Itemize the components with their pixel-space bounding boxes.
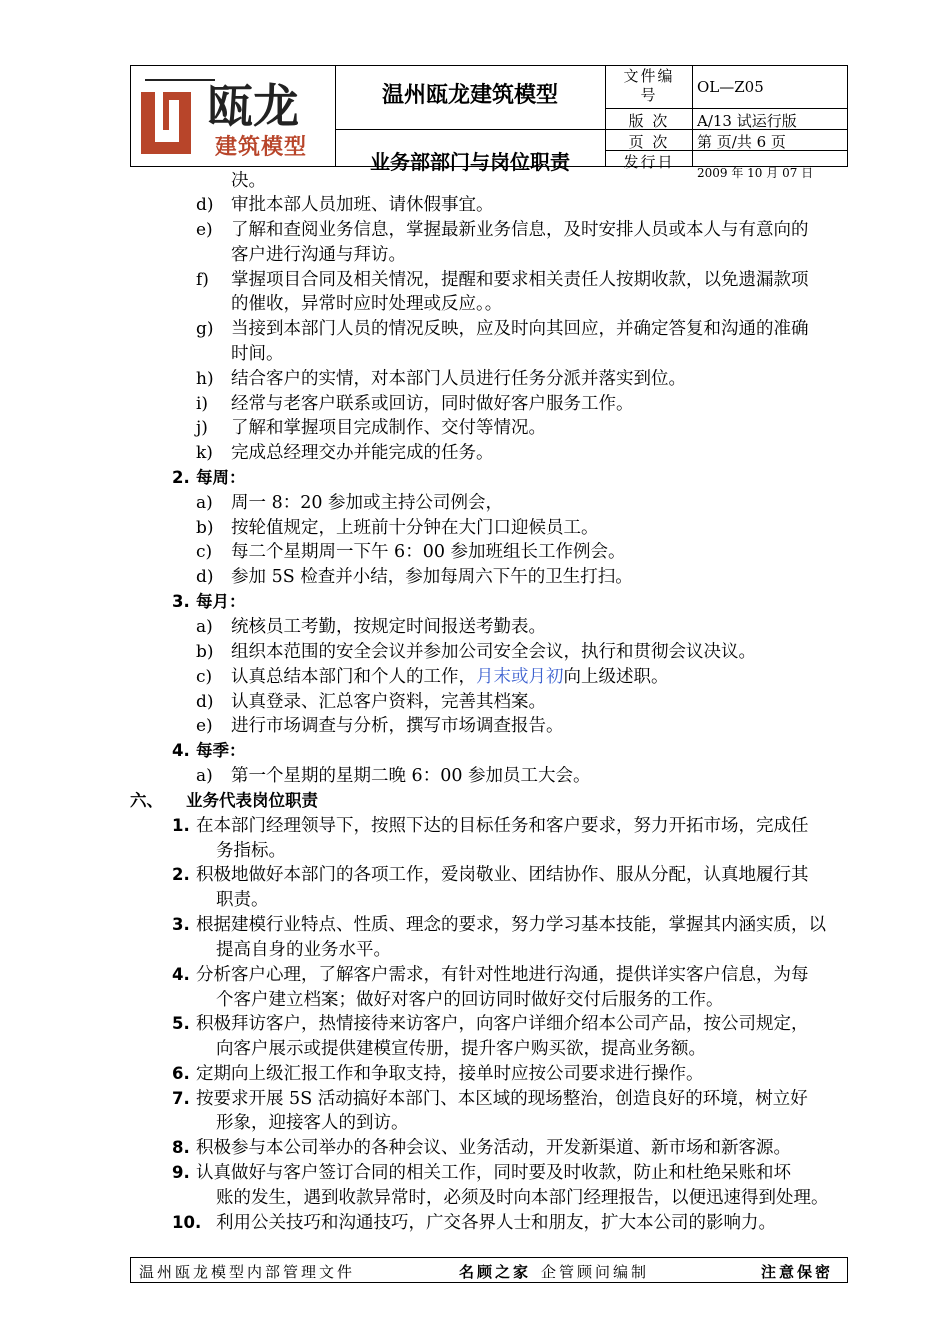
list-marker: e) xyxy=(196,220,213,240)
list-item-text: 客户进行沟通与拜访。 xyxy=(231,245,406,265)
list-item-text: 完成总经理交办并能完成的任务。 xyxy=(231,443,494,463)
section-number: 3. xyxy=(172,592,190,611)
item-number: 10. xyxy=(172,1213,202,1232)
list-item-text xyxy=(231,665,669,689)
header-divider xyxy=(335,129,605,130)
list-item-text: 提高自身的业务水平。 xyxy=(216,940,391,960)
header-divider xyxy=(692,66,693,166)
list-marker: a) xyxy=(196,493,213,513)
list-item-text: 时间。 xyxy=(231,344,284,364)
list-item-text: 务指标。 xyxy=(216,841,286,861)
list-marker: h) xyxy=(196,369,214,389)
list-item-text: 认真做好与客户签订合同的相关工作，同时要及时收款，防止和杜绝呆账和坏 xyxy=(196,1163,791,1183)
label-page: 页 次 xyxy=(628,133,670,151)
list-item-text: 了解和查阅业务信息，掌握最新业务信息，及时安排人员或本人与有意向的 xyxy=(231,220,809,240)
list-item-text: 认真登录、汇总客户资料，完善其档案。 xyxy=(231,692,546,712)
list-item-text: 了解和掌握项目完成制作、交付等情况。 xyxy=(231,418,546,438)
footer-brand: 名顾之家 xyxy=(459,1263,532,1281)
text-segment: 向上级述职。 xyxy=(563,667,669,687)
list-item-text: 积极拜访客户，热情接待来访客户，向客户详细介绍本公司产品，按公司规定， xyxy=(196,1014,809,1034)
list-item-text: 在本部门经理领导下，按照下达的目标任务和客户要求，努力开拓市场，完成任 xyxy=(196,816,809,836)
list-marker: j) xyxy=(196,418,208,438)
list-marker: b) xyxy=(196,518,214,538)
item-number: 4. xyxy=(172,965,190,984)
list-item-text: 定期向上级汇报工作和争取支持，接单时应按公司要求进行操作。 xyxy=(196,1064,704,1084)
list-item-text: 积极参与本公司举办的各种会议、业务活动，开发新渠道、新市场和新客源。 xyxy=(196,1138,791,1158)
section-heading-quarterly: 每季： xyxy=(196,741,246,760)
list-item-text: 参加 5S 检查并小结，参加每周六下午的卫生打扫。 xyxy=(231,567,633,587)
section-heading-monthly: 每月： xyxy=(196,592,246,611)
chapter-heading: 业务代表岗位职责 xyxy=(186,791,318,810)
list-marker: g) xyxy=(196,319,214,339)
list-marker: d) xyxy=(196,567,214,587)
text-segment: 认真总结本部门和个人的工作， xyxy=(231,667,476,687)
item-number: 3. xyxy=(172,915,190,934)
logo-sub-text: 建筑模型 xyxy=(215,135,308,160)
label-version: 版 次 xyxy=(628,112,670,130)
chapter-number: 六、 xyxy=(130,791,163,810)
logo-main-text: 瓯龙 xyxy=(207,79,299,133)
item-number: 1. xyxy=(172,816,190,835)
document-header xyxy=(130,65,848,180)
value-doc-number: OL—Z05 xyxy=(697,78,764,96)
value-version: A/13 试运行版 xyxy=(697,112,797,130)
item-c-tail: 决。 xyxy=(231,171,266,191)
list-item-text: 审批本部人员加班、请休假事宜。 xyxy=(231,195,494,215)
list-item-text: 掌握项目合同及相关情况，提醒和要求相关责任人按期收款，以免遗漏款项 xyxy=(231,270,809,290)
list-item-text: 第一个星期的星期二晚 6：00 参加员工大会。 xyxy=(231,766,591,786)
list-item-text: 按轮值规定，上班前十分钟在大门口迎候员工。 xyxy=(231,518,599,538)
header-divider xyxy=(605,108,848,109)
list-marker: f) xyxy=(196,270,209,290)
list-item-text: 结合客户的实情，对本部门人员进行任务分派并落实到位。 xyxy=(231,369,686,389)
value-page: 第 页/共 6 页 xyxy=(697,133,786,151)
list-marker: k) xyxy=(196,443,213,463)
list-item-text: 个客户建立档案；做好对客户的回访同时做好交付后服务的工作。 xyxy=(216,990,724,1010)
footer-left: 温州瓯龙模型内部管理文件 xyxy=(139,1263,356,1281)
footer-compiler: 企管顾问编制 xyxy=(541,1263,650,1281)
list-item-text: 向客户展示或提供建模宣传册，提升客户购买欲，提高业务额。 xyxy=(216,1039,706,1059)
section-number: 4. xyxy=(172,741,190,760)
item-number: 7. xyxy=(172,1089,190,1108)
label-doc-number: 文件编 xyxy=(623,67,675,85)
list-item-text: 积极地做好本部门的各项工作，爱岗敬业、团结协作、服从分配，认真地履行其 xyxy=(196,865,809,885)
list-item-text: 当接到本部门人员的情况反映，应及时向其回应，并确定答复和沟通的准确 xyxy=(231,319,809,339)
item-number: 9. xyxy=(172,1163,190,1182)
company-logo xyxy=(135,70,333,162)
highlighted-text: 月末或月初 xyxy=(476,667,564,687)
list-marker: d) xyxy=(196,195,214,215)
list-item-text: 组织本范围的安全会议并参加公司安全会议，执行和贯彻会议决议。 xyxy=(231,642,756,662)
list-item-text: 利用公关技巧和沟通技巧，广交各界人士和朋友，扩大本公司的影响力。 xyxy=(216,1213,776,1233)
company-name: 温州瓯龙建筑模型 xyxy=(381,83,558,108)
label-issue-date: 发行日 xyxy=(623,153,675,171)
list-marker: a) xyxy=(196,617,213,637)
list-item-text: 经常与老客户联系或回访，同时做好客户服务工作。 xyxy=(231,394,634,414)
footer-confidential: 注意保密 xyxy=(761,1263,834,1281)
list-item-text: 账的发生，遇到收款异常时，必须及时向本部门经理报告，以便迅速得到处理。 xyxy=(216,1188,829,1208)
list-marker: i) xyxy=(196,394,209,414)
list-item-text: 职责。 xyxy=(216,890,269,910)
list-item-text: 的催收，异常时应时处理或反应。。 xyxy=(231,294,503,314)
list-item-text: 进行市场调查与分析，撰写市场调查报告。 xyxy=(231,716,564,736)
list-marker: a) xyxy=(196,766,213,786)
section-number: 2. xyxy=(172,468,190,487)
item-number: 2. xyxy=(172,865,190,884)
list-item-text: 每二个星期周一下午 6：00 参加班组长工作例会。 xyxy=(231,542,626,562)
document-footer xyxy=(130,1257,848,1283)
list-marker: e) xyxy=(196,716,213,736)
section-heading-weekly: 每周： xyxy=(196,468,246,487)
doc-title: 业务部部门与岗位职责 xyxy=(370,150,570,174)
list-marker: d) xyxy=(196,692,214,712)
list-item-text: 形象，迎接客人的到访。 xyxy=(216,1113,409,1133)
list-item-text: 周一 8：20 参加或主持公司例会， xyxy=(231,493,504,513)
list-item-text: 按要求开展 5S 活动搞好本部门、本区域的现场整治，创造良好的环境，树立好 xyxy=(196,1089,808,1109)
item-number: 5. xyxy=(172,1014,190,1033)
list-item-text: 统核员工考勤，按规定时间报送考勤表。 xyxy=(231,617,546,637)
label-doc-number-2: 号 xyxy=(640,86,658,104)
list-item-text: 根据建模行业特点、性质、理念的要求，努力学习基本技能，掌握其内涵实质，以 xyxy=(196,915,826,935)
list-marker: b) xyxy=(196,642,214,662)
list-item-text: 分析客户心理，了解客户需求，有针对性地进行沟通，提供详实客户信息，为每 xyxy=(196,965,809,985)
item-number: 6. xyxy=(172,1064,190,1083)
list-marker: c) xyxy=(196,542,213,562)
list-marker: c) xyxy=(196,667,213,687)
value-issue-date: 2009 年 10 月 07 日 xyxy=(697,166,814,180)
item-number: 8. xyxy=(172,1138,190,1157)
